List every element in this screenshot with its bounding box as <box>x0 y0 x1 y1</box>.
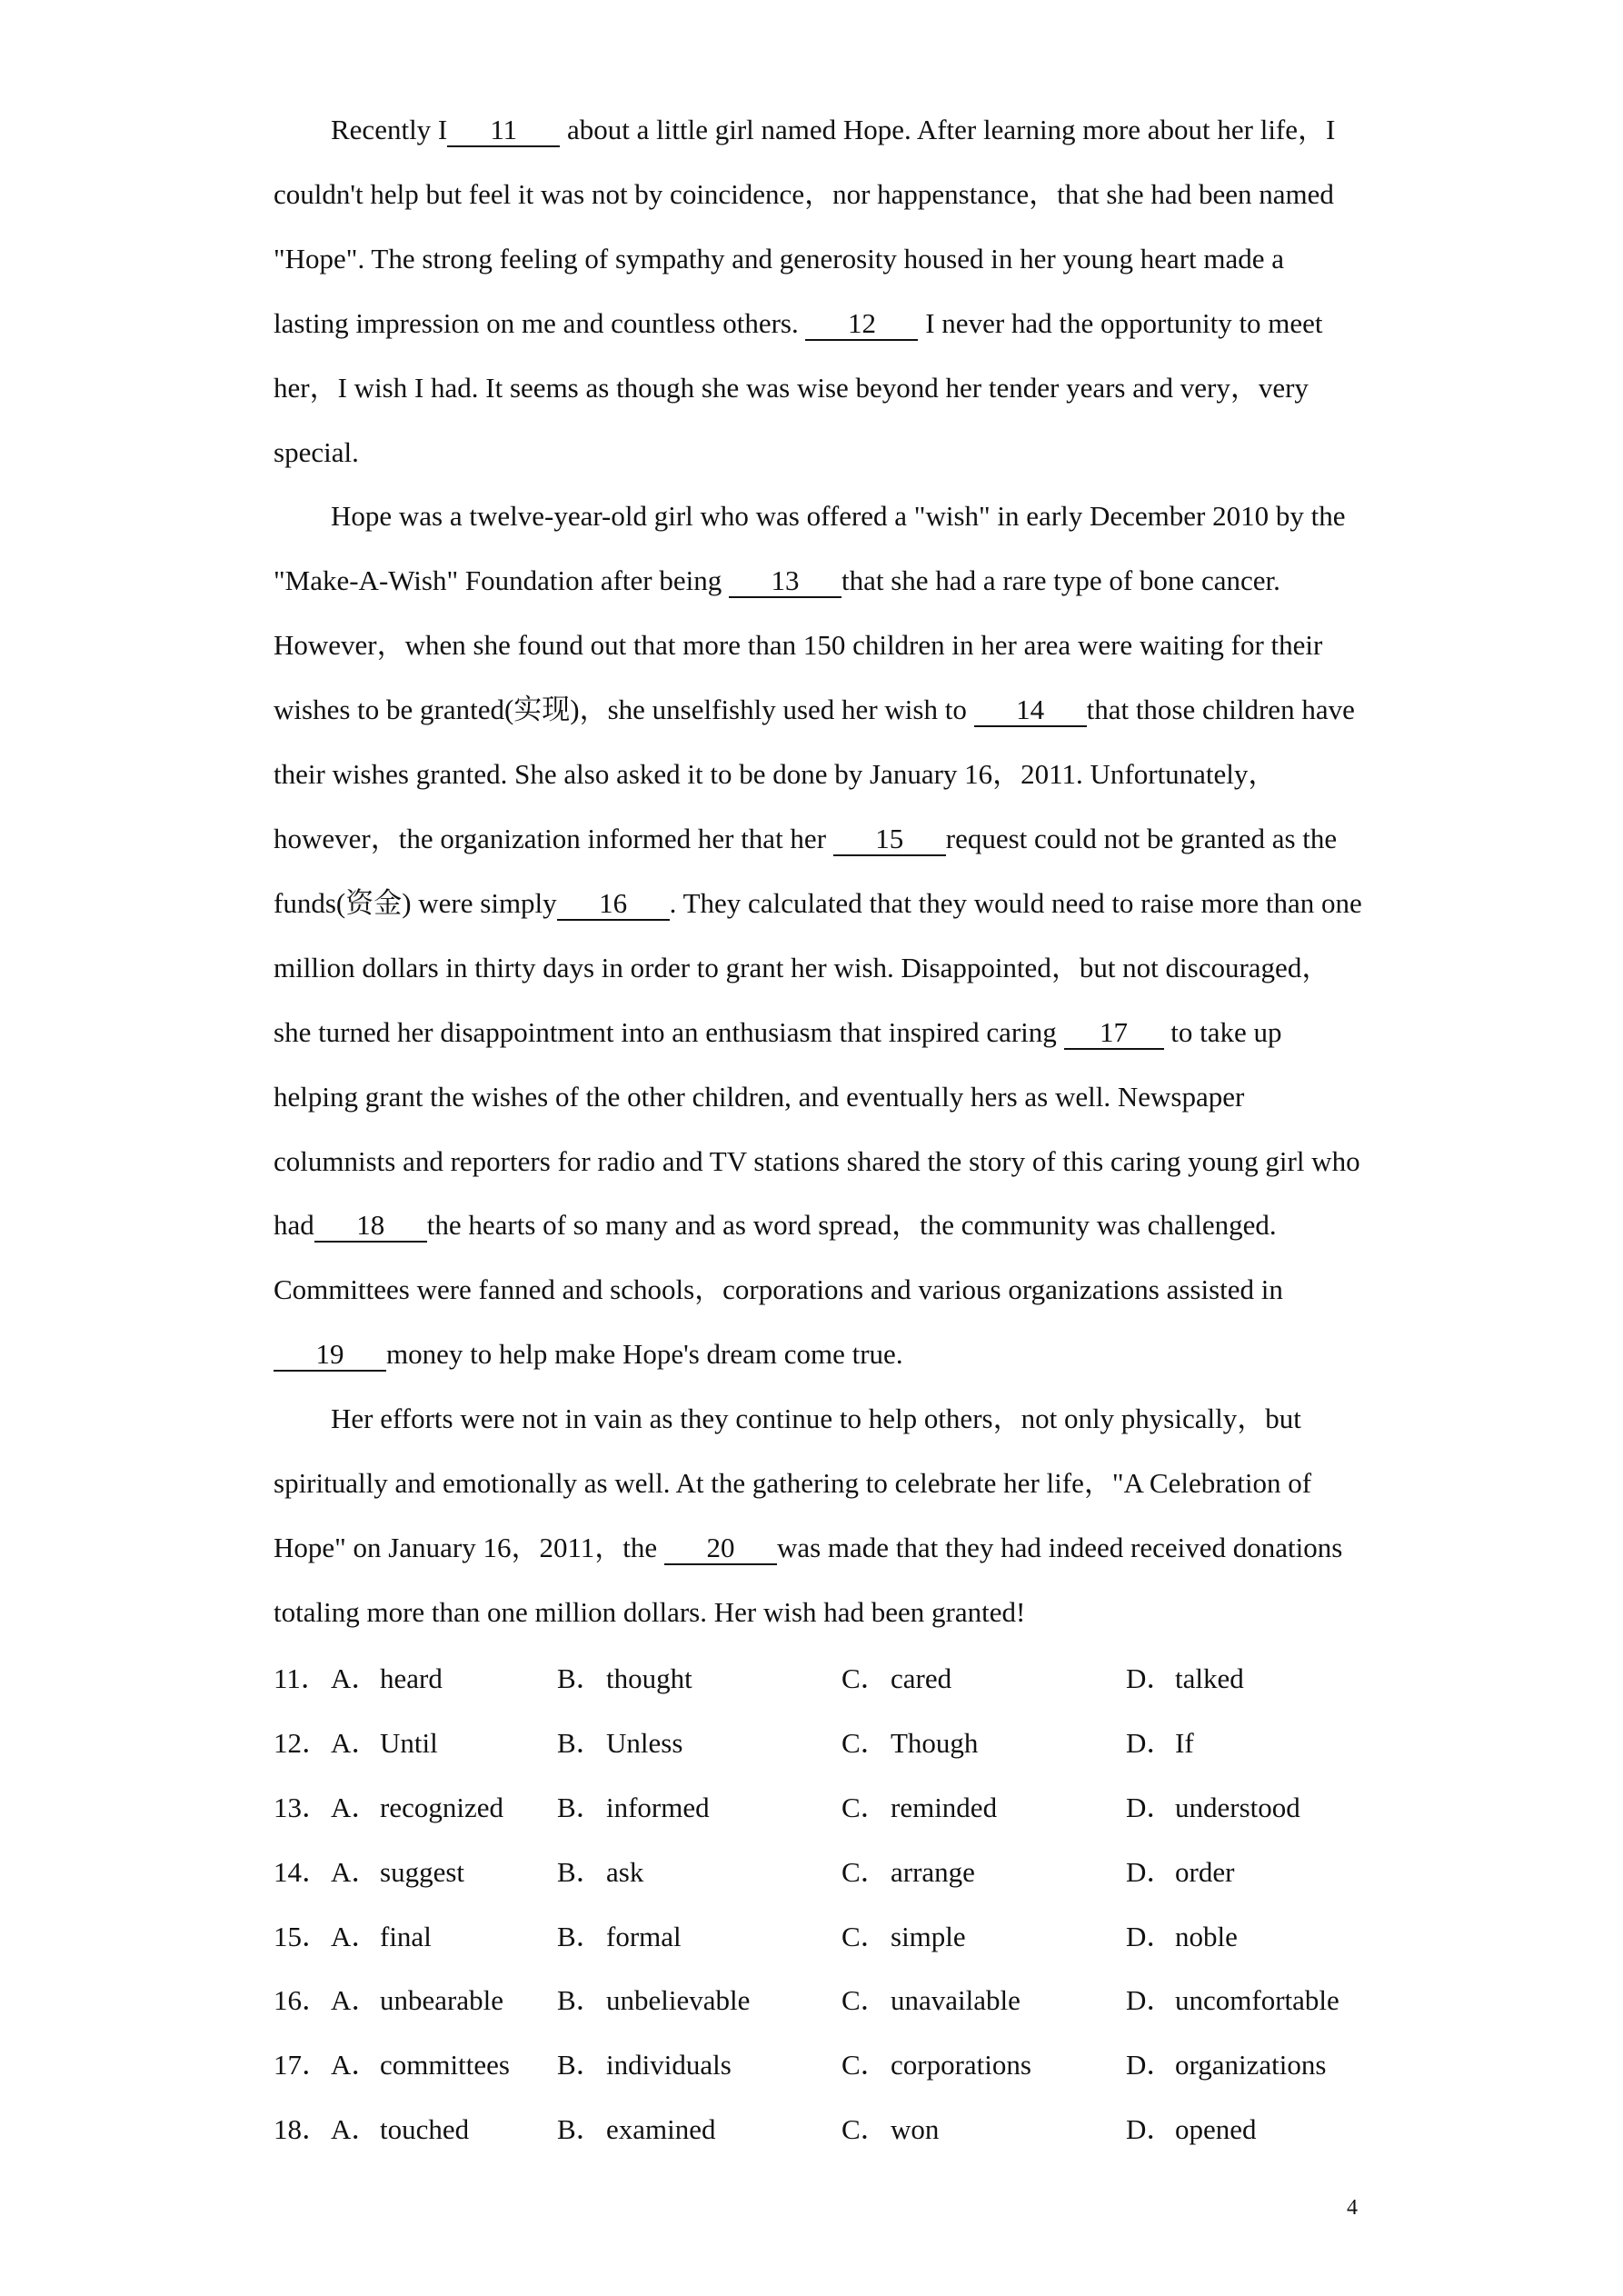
option-letter: B． <box>557 1920 604 1952</box>
option-a <box>331 1647 443 1712</box>
option-letter: C． <box>841 1920 889 1952</box>
question-row <box>274 2033 1364 2098</box>
option-d <box>1126 1905 1238 1970</box>
option-letter: A． <box>331 1662 380 1694</box>
option-text: committees <box>380 2049 510 2081</box>
passage-text: was made that they had indeed received donations totaling more than one million dollars. Her wish had been granted! <box>274 1531 1350 1628</box>
option-letter: D． <box>1126 1920 1175 1952</box>
option-b <box>557 1712 682 1776</box>
option-text: unbelievable <box>606 1984 751 2017</box>
answer-options <box>274 1647 1364 2162</box>
option-letter: A． <box>331 1984 380 2017</box>
option-letter: D． <box>1126 2049 1175 2081</box>
option-letter: C． <box>841 2113 889 2146</box>
option-d <box>1126 1969 1339 2033</box>
option-text: uncomfortable <box>1175 1984 1339 2017</box>
option-letter: D． <box>1126 1855 1175 1888</box>
option-d <box>1126 1841 1234 1905</box>
cloze-passage <box>274 98 1369 1645</box>
paragraph-3 <box>274 1387 1364 1645</box>
option-d <box>1126 2033 1326 2098</box>
question-number: 17． <box>274 2049 330 2081</box>
question-row <box>274 1905 1364 1970</box>
option-text: talked <box>1175 1662 1244 1694</box>
option-d <box>1126 1776 1300 1841</box>
option-letter: D． <box>1126 1984 1175 2017</box>
option-letter: A． <box>331 2113 380 2146</box>
option-a <box>331 1905 432 1970</box>
option-b <box>557 1841 643 1905</box>
option-letter: C． <box>841 1984 889 2017</box>
option-letter: C． <box>841 2049 889 2081</box>
option-letter: A． <box>331 1726 380 1759</box>
option-letter: D． <box>1126 2113 1175 2146</box>
question-number: 14． <box>274 1855 330 1888</box>
option-c <box>841 2098 939 2162</box>
passage-text: I never had the opportunity to meet her，I wish I had. It seems as though she was wise beyond her tender years and very，very special. <box>274 306 1330 468</box>
passage-text: money to help make Hope's dream come true. <box>386 1338 903 1371</box>
option-b <box>557 1969 750 2033</box>
question-row <box>274 1841 1364 1905</box>
option-a <box>331 2033 510 2098</box>
option-text: suggest <box>380 1855 464 1888</box>
option-text: organizations <box>1175 2049 1327 2081</box>
passage-text: that she had a rare type of bone cancer. However，when she found out that more than 150 children in her area were waiting for their wishes to be granted(实现)，she unselfishly used her wish to <box>274 564 1330 726</box>
question-number: 16． <box>274 1984 330 2017</box>
option-letter: B． <box>557 1726 604 1759</box>
option-c <box>841 1969 1021 2033</box>
option-b <box>557 2098 716 2162</box>
blank-12: 12 <box>805 308 918 341</box>
option-letter: B． <box>557 1662 604 1694</box>
option-letter: D． <box>1126 1726 1175 1759</box>
option-text: simple <box>891 1920 966 1952</box>
option-text: unavailable <box>891 1984 1021 2017</box>
option-text: unbearable <box>380 1984 503 2017</box>
option-d <box>1126 1647 1244 1712</box>
option-d <box>1126 1712 1194 1776</box>
option-text: heard <box>380 1662 443 1694</box>
option-text: formal <box>606 1920 682 1952</box>
option-letter: C． <box>841 1662 889 1694</box>
option-a <box>331 2098 469 2162</box>
option-c <box>841 1905 966 1970</box>
option-letter: A． <box>331 1791 380 1823</box>
option-text: informed <box>606 1791 710 1823</box>
option-letter: A． <box>331 1920 380 1952</box>
option-letter: B． <box>557 2049 604 2081</box>
question-row <box>274 1647 1364 1712</box>
option-b <box>557 1905 682 1970</box>
question-number: 11． <box>274 1662 329 1694</box>
question-row <box>274 1776 1364 1841</box>
option-letter: D． <box>1126 1791 1175 1823</box>
option-b <box>557 1647 692 1712</box>
page-number: 4 <box>1347 2196 1358 2220</box>
option-text: reminded <box>891 1791 998 1823</box>
option-text: touched <box>380 2113 470 2146</box>
option-letter: A． <box>331 2049 380 2081</box>
passage-text: the hearts of so many and as word spread，the community was challenged. Committees were fanned and schools，corporations and various organizations assisted in <box>274 1209 1284 1306</box>
option-text: examined <box>606 2113 716 2146</box>
option-a <box>331 1969 503 2033</box>
option-letter: D． <box>1126 1662 1175 1694</box>
option-text: corporations <box>891 2049 1031 2081</box>
option-letter: B． <box>557 2113 604 2146</box>
option-c <box>841 1841 975 1905</box>
passage-text: request could not be granted as the funds(资金) were simply <box>274 822 1344 919</box>
passage-text: that those children have their wishes granted. She also asked it to be done by January 16，2011. Unfortunately，however，the organization informed her that her <box>274 694 1362 854</box>
option-text: Until <box>380 1726 438 1759</box>
option-letter: A． <box>331 1855 380 1888</box>
option-text: ask <box>606 1855 644 1888</box>
option-letter: B． <box>557 1855 604 1888</box>
blank-18: 18 <box>314 1210 427 1243</box>
question-number: 15． <box>274 1920 330 1952</box>
option-letter: C． <box>841 1726 889 1759</box>
option-a <box>331 1776 503 1841</box>
blank-16: 16 <box>557 888 670 921</box>
option-letter: B． <box>557 1791 604 1823</box>
option-text: Unless <box>606 1726 683 1759</box>
option-text: final <box>380 1920 432 1952</box>
option-c <box>841 1712 978 1776</box>
paragraph-1 <box>274 98 1364 484</box>
passage-text: Recently I <box>331 114 448 145</box>
question-number: 18． <box>274 2113 330 2146</box>
blank-13: 13 <box>729 565 841 598</box>
option-text: noble <box>1175 1920 1238 1952</box>
option-text: order <box>1175 1855 1235 1888</box>
blank-20: 20 <box>664 1532 777 1565</box>
passage-text: to take up helping grant the wishes of the other children, and eventually hers as well. Newspaper columnists and reporters for radio and TV stations shared the story of this caring young girl who had <box>274 1015 1368 1242</box>
option-letter: B． <box>557 1984 604 2017</box>
passage-text: . They calculated that they would need to raise more than one million dollars in thirty days in order to grant her wish. Disappointed，but not discouraged，she turned her disappointment into an enthusiasm that inspired caring <box>274 886 1369 1048</box>
blank-17: 17 <box>1064 1017 1164 1050</box>
option-letter: C． <box>841 1855 889 1888</box>
passage-text: about a little girl named Hope. After learning more about her life，I couldn't help but feel it was not by coincidence，nor happenstance，that she had been named "Hope". The strong feeling of sympathy and generosity housed in her young heart made a lasting impression on me and countless others. <box>274 114 1343 339</box>
question-number: 12． <box>274 1726 330 1759</box>
blank-14: 14 <box>974 694 1087 727</box>
passage-text: Hope was a twelve-year-old girl who was offered a "wish" in early December 2010 by the "Make-A-Wish" Foundation after being <box>274 500 1353 597</box>
question-row <box>274 1712 1364 1776</box>
blank-15: 15 <box>833 824 946 856</box>
option-text: recognized <box>380 1791 503 1823</box>
option-b <box>557 2033 732 2098</box>
option-text: cared <box>891 1662 952 1694</box>
question-number: 13． <box>274 1791 330 1823</box>
option-text: opened <box>1175 2113 1257 2146</box>
option-a <box>331 1841 464 1905</box>
option-b <box>557 1776 710 1841</box>
passage-text: Her efforts were not in vain as they continue to help others，not only physically，but spiritually and emotionally as well. At the gathering to celebrate her life，"A Celebration of Hope" on January 16，2011，the <box>274 1403 1319 1563</box>
option-d <box>1126 2098 1257 2162</box>
option-a <box>331 1712 438 1776</box>
option-c <box>841 1776 997 1841</box>
option-text: won <box>891 2113 940 2146</box>
option-text: thought <box>606 1662 692 1694</box>
blank-19: 19 <box>274 1339 386 1372</box>
question-row <box>274 1969 1364 2033</box>
option-c <box>841 2033 1031 2098</box>
question-row <box>274 2098 1364 2162</box>
option-text: Though <box>891 1726 979 1759</box>
option-text: understood <box>1175 1791 1300 1823</box>
blank-11: 11 <box>447 115 560 147</box>
option-text: If <box>1175 1726 1194 1759</box>
option-text: individuals <box>606 2049 732 2081</box>
paragraph-2 <box>274 484 1369 1387</box>
option-c <box>841 1647 951 1712</box>
option-letter: C． <box>841 1791 889 1823</box>
option-text: arrange <box>891 1855 975 1888</box>
